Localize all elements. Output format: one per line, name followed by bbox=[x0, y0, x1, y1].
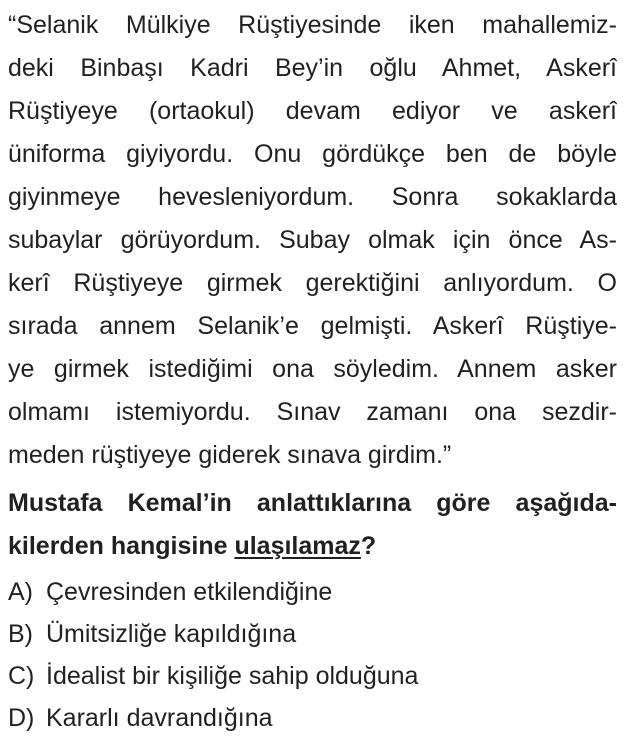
passage-line: Rüştiyeye (ortaokul) devam ediyor ve askerî bbox=[8, 97, 617, 125]
option-text: Ümitsizliğe kapıldığına bbox=[46, 620, 297, 648]
option-text: İdealist bir kişiliğe sahip olduğuna bbox=[46, 662, 419, 690]
question-line bbox=[8, 525, 617, 568]
passage-line: sırada annem Selanik’e gelmişti. Askerî Rüştiye- bbox=[8, 312, 617, 340]
passage-line: giyinmeye hevesleniyordum. Sonra sokaklarda bbox=[8, 183, 617, 211]
question-line: Mustafa Kemal’in anlattıklarına göre aşağıda- bbox=[8, 489, 617, 517]
answer-options bbox=[8, 571, 617, 739]
option-letter: B) bbox=[8, 620, 33, 648]
passage-line: olmamı istemiyordu. Sınav zamanı ona sezdir- bbox=[8, 398, 617, 426]
passage-line: üniforma giyiyordu. Onu gördükçe ben de böyle bbox=[8, 140, 617, 168]
option-d[interactable] bbox=[8, 697, 617, 739]
passage-line: deki Binbaşı Kadri Bey’in oğlu Ahmet, Askerî bbox=[8, 54, 617, 82]
question-mark: ? bbox=[360, 532, 377, 560]
quote-passage bbox=[8, 0, 617, 477]
option-text: Çevresinden etkilendiğine bbox=[46, 578, 333, 606]
negative-keyword: ulaşılamaz bbox=[234, 532, 361, 560]
option-letter: A) bbox=[8, 578, 33, 606]
option-letter: D) bbox=[8, 704, 35, 732]
option-c[interactable] bbox=[8, 655, 617, 697]
option-b[interactable] bbox=[8, 613, 617, 655]
option-a[interactable] bbox=[8, 571, 617, 613]
passage-line: subaylar görüyordum. Subay olmak için önce As- bbox=[8, 226, 617, 254]
passage-line: kerî Rüştiyeye girmek gerektiğini anlıyordum. O bbox=[8, 269, 617, 297]
option-text: Kararlı davrandığına bbox=[46, 704, 273, 732]
passage-line: ye girmek istediğimi ona söyledim. Annem asker bbox=[8, 355, 617, 383]
question-stem bbox=[8, 482, 617, 568]
passage-line: “Selanik Mülkiye Rüştiyesinde iken mahallemiz- bbox=[8, 11, 617, 39]
option-letter: C) bbox=[8, 662, 35, 690]
passage-line: meden rüştiyeye giderek sınava girdim.” bbox=[8, 441, 452, 469]
question-text: kilerden hangisine bbox=[8, 532, 235, 560]
